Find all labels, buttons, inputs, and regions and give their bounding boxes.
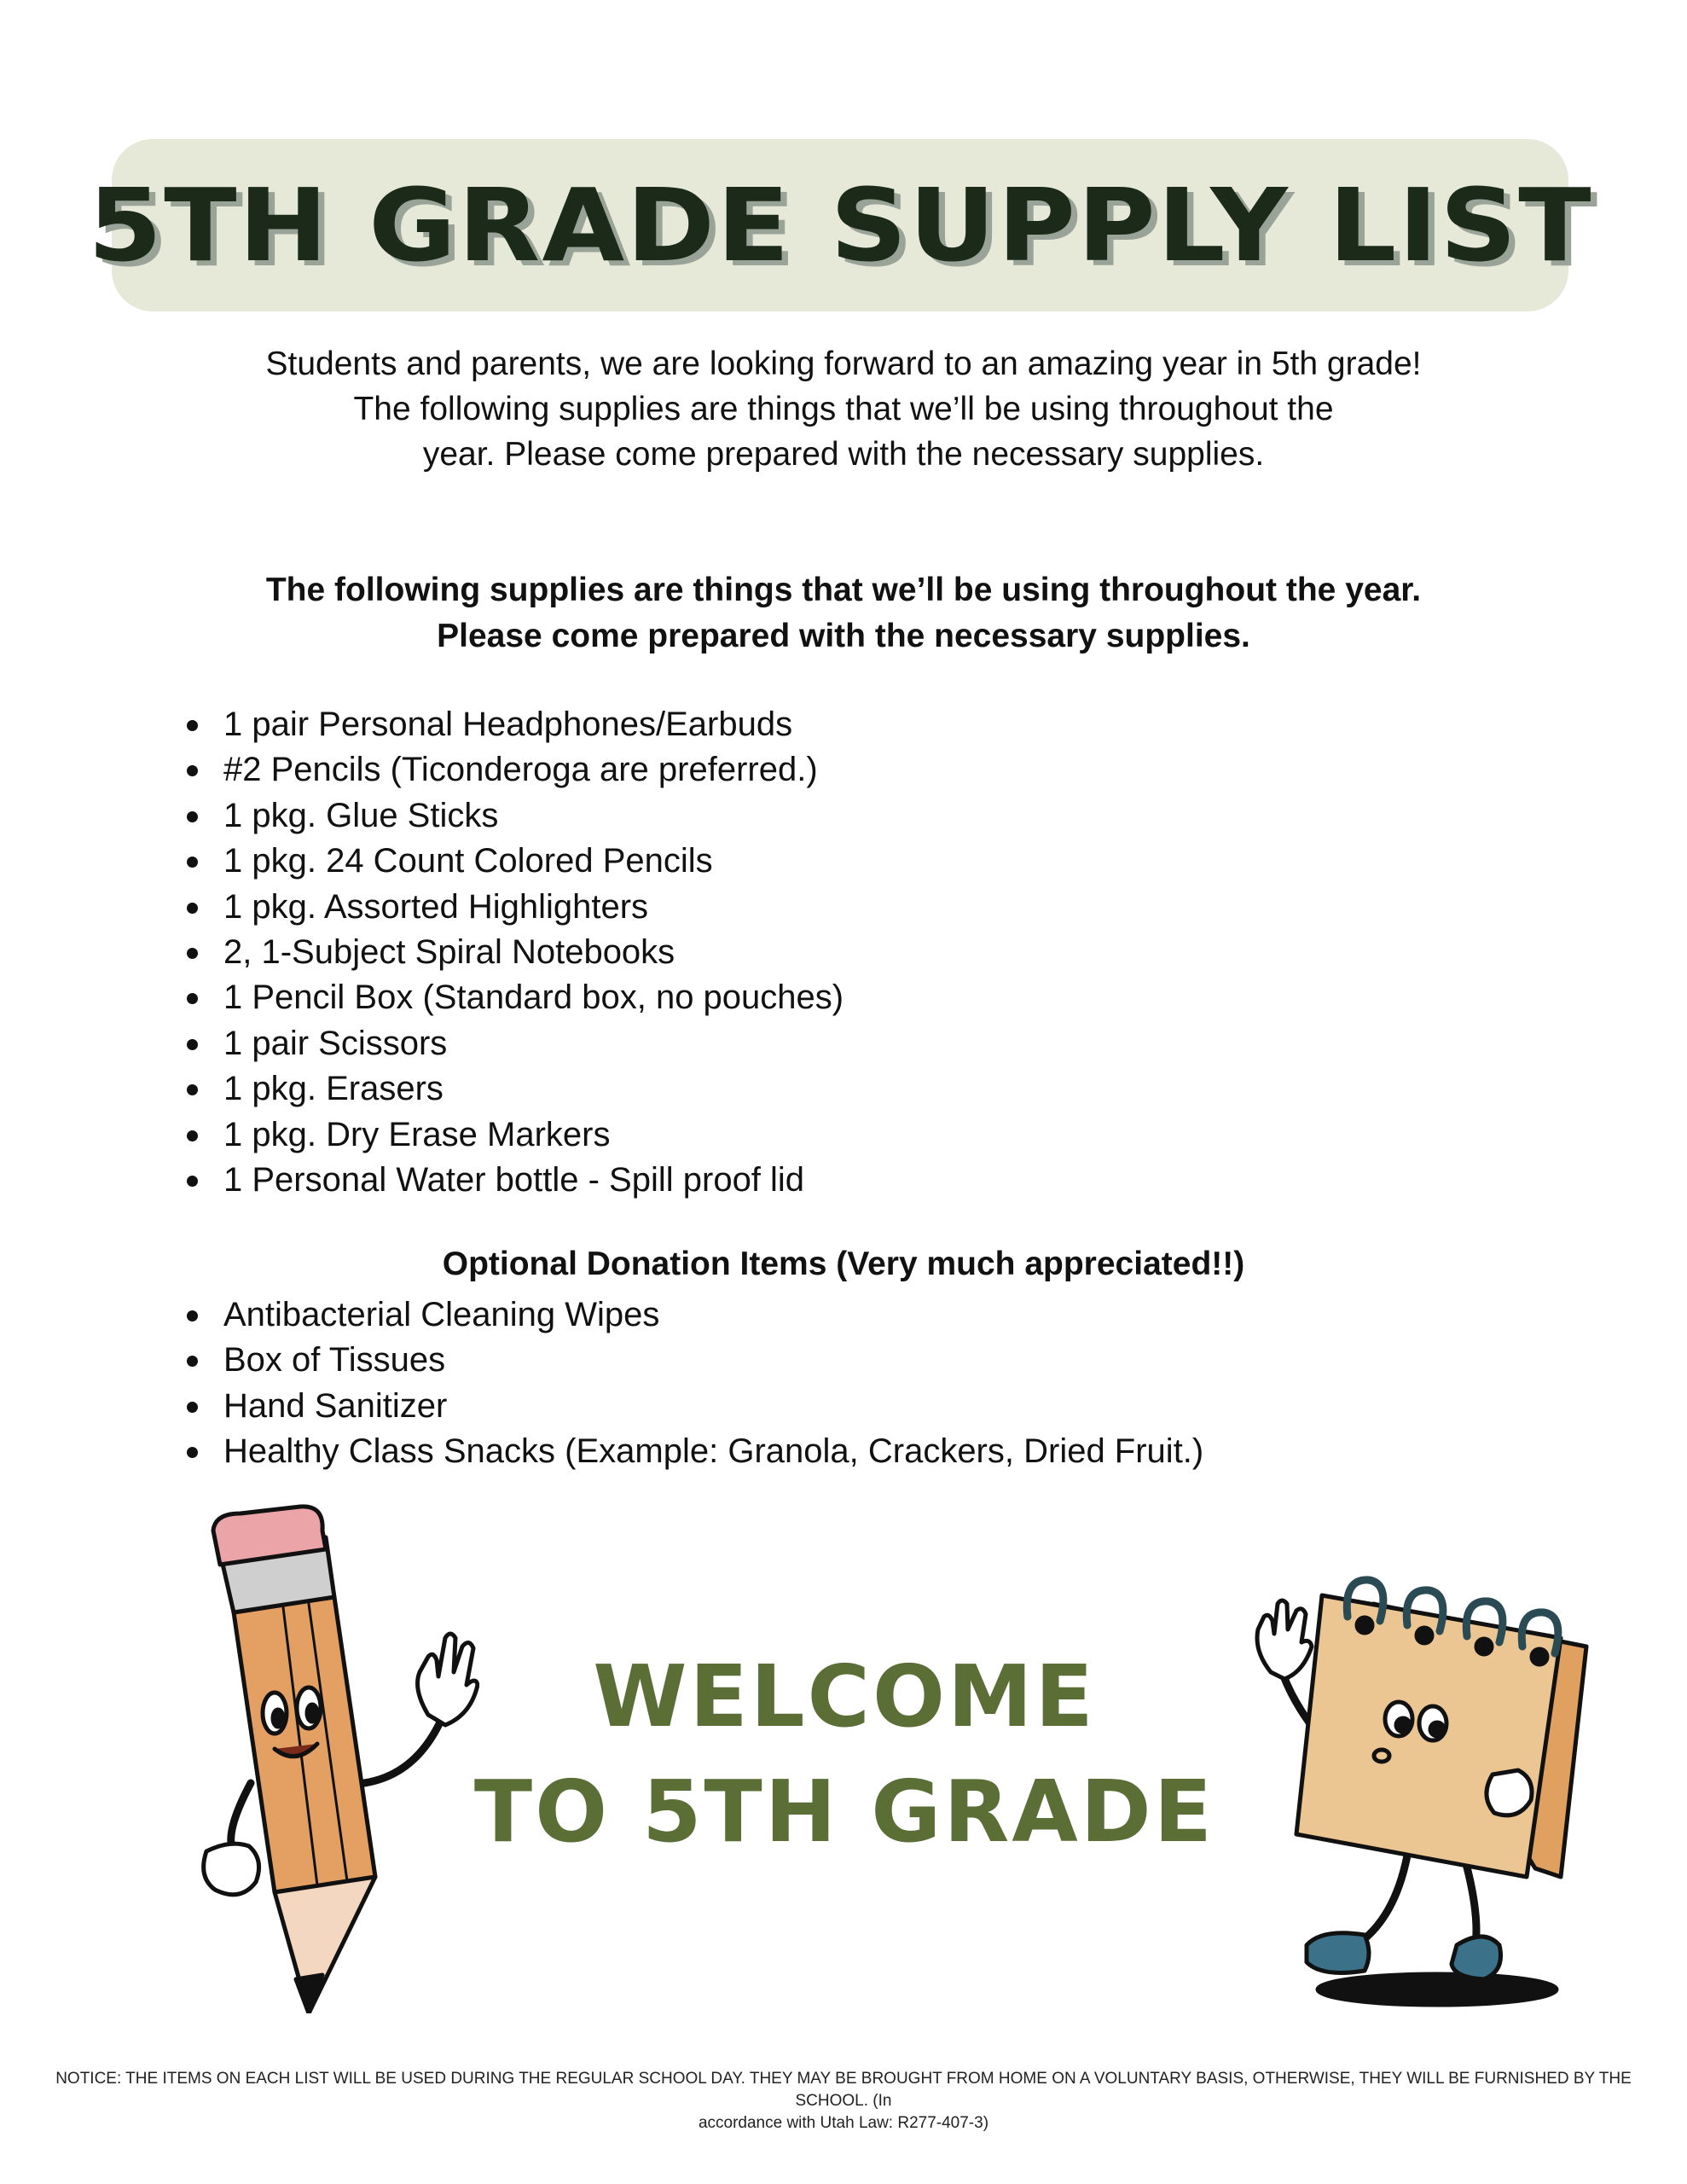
intro-line: Students and parents, we are looking forward to an amazing year in 5th grade! xyxy=(265,346,1422,382)
intro-paragraph xyxy=(161,341,1526,477)
notice-line: NOTICE: THE ITEMS ON EACH LIST WILL BE USED DURING THE REGULAR SCHOOL DAY. THEY MAY BE BROUGHT FROM HOME ON A VOLUNTARY BASIS, OTHERWISE, THEY WILL BE FURNISHED BY THE SCHOOL. (In xyxy=(55,2070,1632,2110)
list-item: 1 pkg. Assorted Highlighters xyxy=(179,885,844,930)
list-item: 1 pkg. Erasers xyxy=(179,1066,844,1112)
supplies-heading-line: The following supplies are things that we’ll be using throughout the year. xyxy=(265,572,1422,608)
notebook-mascot-icon xyxy=(1228,1570,1603,2013)
list-item: 1 pkg. Dry Erase Markers xyxy=(179,1112,844,1158)
intro-line: year. Please come prepared with the necessary supplies. xyxy=(422,436,1265,473)
list-item: 1 Personal Water bottle - Spill proof lid xyxy=(179,1158,844,1203)
donation-list xyxy=(179,1292,1203,1475)
welcome-line: TO 5TH GRADE xyxy=(473,1762,1215,1862)
list-item: Antibacterial Cleaning Wipes xyxy=(179,1292,1203,1338)
list-item: 2, 1-Subject Spiral Notebooks xyxy=(179,930,844,975)
list-item: #2 Pencils (Ticonderoga are preferred.) xyxy=(179,747,844,793)
supplies-heading-line: Please come prepared with the necessary supplies. xyxy=(437,618,1250,654)
list-item: 1 pkg. 24 Count Colored Pencils xyxy=(179,839,844,884)
intro-line: The following supplies are things that we’ll be using throughout the xyxy=(353,391,1334,427)
supply-list xyxy=(179,702,844,1203)
page-title: 5TH GRADE SUPPLY LIST xyxy=(87,166,1593,284)
optional-donations-heading: Optional Donation Items (Very much appreciated!!) xyxy=(442,1246,1245,1282)
welcome-line: WELCOME xyxy=(593,1647,1096,1746)
list-item: 1 pkg. Glue Sticks xyxy=(179,793,844,839)
notice-line: accordance with Utah Law: R277-407-3) xyxy=(698,2114,989,2132)
list-item: Box of Tissues xyxy=(179,1338,1203,1383)
list-item: 1 Pencil Box (Standard box, no pouches) xyxy=(179,975,844,1020)
title-banner xyxy=(87,139,1593,311)
supplies-heading xyxy=(161,567,1526,659)
pencil-mascot-icon xyxy=(189,1502,479,2013)
legal-notice xyxy=(34,2068,1653,2135)
list-item: 1 pair Scissors xyxy=(179,1021,844,1066)
list-item: Hand Sanitizer xyxy=(179,1384,1203,1429)
list-item: Healthy Class Snacks (Example: Granola, Crackers, Dried Fruit.) xyxy=(179,1429,1203,1474)
list-item: 1 pair Personal Headphones/Earbuds xyxy=(179,702,844,747)
